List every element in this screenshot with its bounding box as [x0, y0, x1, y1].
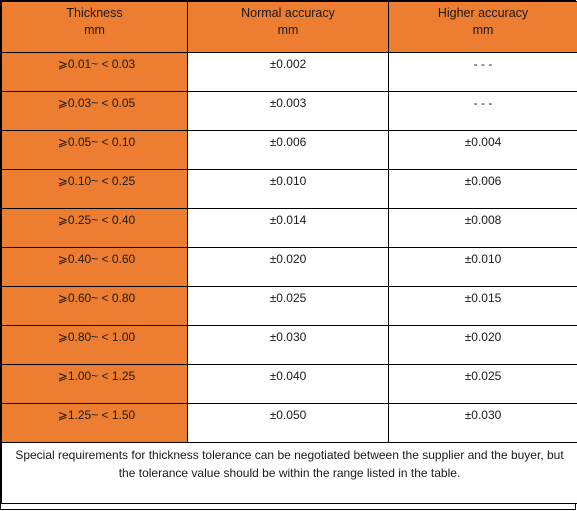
thickness-range-cell: ⩾0.60~ < 0.80	[2, 287, 188, 326]
normal-accuracy-cell: ±0.014	[188, 209, 389, 248]
table-header-row	[2, 2, 577, 53]
higher-accuracy-cell: ±0.010	[389, 248, 577, 287]
normal-accuracy-cell: ±0.003	[188, 92, 389, 131]
normal-accuracy-cell: ±0.040	[188, 365, 389, 404]
thickness-tolerance-table	[1, 1, 577, 504]
header-higher-accuracy	[389, 2, 577, 53]
table-row	[2, 92, 577, 131]
table-row	[2, 209, 577, 248]
header-normal-accuracy	[188, 2, 389, 53]
thickness-range-cell: ⩾0.10~ < 0.25	[2, 170, 188, 209]
table-row	[2, 248, 577, 287]
higher-accuracy-cell: ±0.015	[389, 287, 577, 326]
normal-accuracy-cell: ±0.025	[188, 287, 389, 326]
table-row	[2, 404, 577, 443]
higher-accuracy-cell: - - -	[389, 92, 577, 131]
thickness-range-cell: ⩾0.80~ < 1.00	[2, 326, 188, 365]
header-thickness	[2, 2, 188, 53]
table-row	[2, 326, 577, 365]
higher-accuracy-cell: - - -	[389, 53, 577, 92]
higher-accuracy-cell: ±0.004	[389, 131, 577, 170]
normal-accuracy-cell: ±0.020	[188, 248, 389, 287]
table-row	[2, 131, 577, 170]
table-note: Special requirements for thickness tolerance can be negotiated between the supplier and the buyer, but the tolerance value should be within the range listed in the table.	[2, 443, 577, 504]
thickness-range-cell: ⩾1.00~ < 1.25	[2, 365, 188, 404]
table-row	[2, 170, 577, 209]
header-thickness-label: Thickness	[66, 6, 123, 20]
thickness-range-cell: ⩾0.40~ < 0.60	[2, 248, 188, 287]
header-higher-label: Higher accuracy	[437, 6, 529, 20]
thickness-range-cell: ⩾0.25~ < 0.40	[2, 209, 188, 248]
normal-accuracy-cell: ±0.010	[188, 170, 389, 209]
thickness-range-cell: ⩾1.25~ < 1.50	[2, 404, 188, 443]
table-row	[2, 53, 577, 92]
higher-accuracy-cell: ±0.020	[389, 326, 577, 365]
header-normal-unit: mm	[277, 23, 299, 37]
normal-accuracy-cell: ±0.006	[188, 131, 389, 170]
header-thickness-unit: mm	[84, 23, 105, 37]
header-normal-label: Normal accuracy	[241, 6, 335, 20]
thickness-range-cell: ⩾0.01~ < 0.03	[2, 53, 188, 92]
table-row	[2, 287, 577, 326]
table-row	[2, 365, 577, 404]
higher-accuracy-cell: ±0.025	[389, 365, 577, 404]
higher-accuracy-cell: ±0.008	[389, 209, 577, 248]
normal-accuracy-cell: ±0.002	[188, 53, 389, 92]
thickness-range-cell: ⩾0.05~ < 0.10	[2, 131, 188, 170]
normal-accuracy-cell: ±0.030	[188, 326, 389, 365]
higher-accuracy-cell: ±0.006	[389, 170, 577, 209]
table-note-row	[2, 443, 577, 504]
thickness-range-cell: ⩾0.03~ < 0.05	[2, 92, 188, 131]
higher-accuracy-cell: ±0.030	[389, 404, 577, 443]
header-higher-unit: mm	[472, 23, 494, 37]
normal-accuracy-cell: ±0.050	[188, 404, 389, 443]
